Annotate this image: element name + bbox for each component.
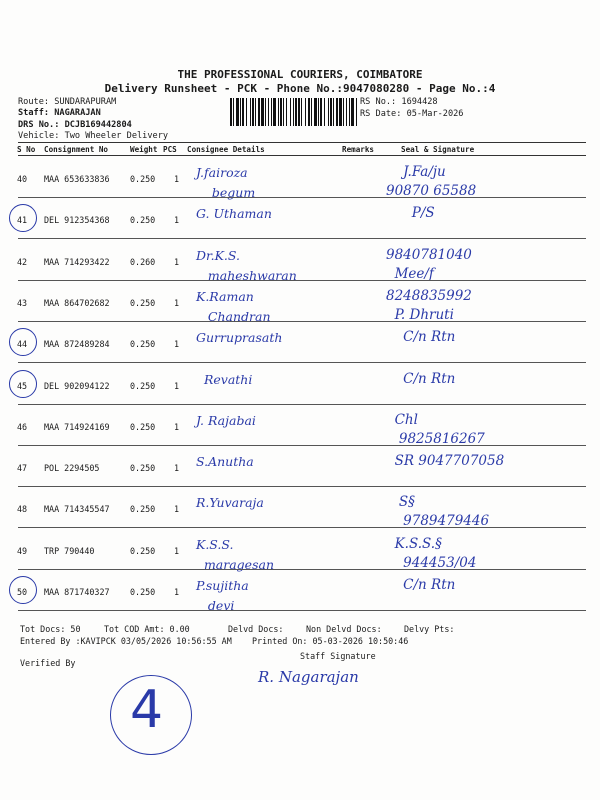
table-row [0,570,600,611]
rs-number: RS No.: 1694428 [360,97,438,107]
row-pcs: 1 [174,504,180,515]
col-pcs: PCS [163,145,177,154]
row-signature-handwritten: J.Fa/ju 90870 65588 [386,164,477,199]
table-row [0,281,600,322]
row-consignment-no: MAA 864702682 [44,297,110,308]
row-weight: 0.250 [130,421,156,432]
barcode-bar [278,98,279,126]
barcode-bar [314,98,317,126]
row-pcs: 1 [174,587,180,597]
barcode-bar [240,98,241,126]
row-consignee-handwritten: K.Raman Chandran [196,288,271,324]
col-weight: Weight [130,145,158,154]
row-consignee-handwritten: G. Uthaman [196,206,272,222]
barcode-bar [343,98,344,126]
row-consignment-no: DEL 902094122 [44,380,110,391]
table-row [0,198,600,239]
row-weight: 0.250 [130,339,156,350]
row-rule [18,610,586,611]
barcode-bar [252,98,254,126]
row-pcs: 1 [174,380,180,391]
table-row [0,529,600,570]
row-sno: 44 [17,339,28,350]
total-docs: Tot Docs: 50 [20,624,81,634]
col-consignee: Consignee Details [187,145,265,154]
col-seal-signature: Seal & Signature [401,145,475,154]
barcode-bar [258,98,260,126]
barcode-bar [290,98,291,126]
row-pcs: 1 [174,421,180,432]
barcode-bar [293,98,294,126]
table-row [0,157,600,198]
row-sno: 47 [17,463,28,474]
row-weight: 0.260 [130,256,156,267]
row-weight: 0.250 [130,587,156,597]
row-pcs: 1 [174,339,180,350]
row-signature-handwritten: K.S.S.§ 944453/04 [394,535,477,571]
row-signature-handwritten: S§ 9789479446 [398,494,490,530]
staff-handwritten-signature: R. Nagarajan [258,668,359,686]
barcode-bar [230,98,232,126]
header-bottom-rule [18,155,586,156]
barcode-bar [255,98,256,126]
row-consignee-handwritten: S.Anutha [196,454,254,470]
table-row [0,405,600,446]
barcode-bar [318,98,319,126]
total-cod: Tot COD Amt: 0.00 [104,624,190,634]
non-delivered-docs: Non Delvd Docs: [306,624,382,634]
row-consignment-no: MAA 871740327 [44,587,110,597]
table-row [0,364,600,405]
row-consignee-handwritten: Dr.K.S. maheshwaran [196,247,297,283]
row-consignee-handwritten: J. Rajabai [196,412,256,428]
table-row [0,487,600,528]
barcode-graphic [230,98,358,126]
barcode-bar [333,98,334,126]
delivery-points: Delvy Pts: [404,624,455,634]
barcode-bar [273,98,276,126]
row-consignment-no: TRP 790440 [44,545,95,556]
barcode-bar [330,98,332,126]
barcode-bar [346,98,347,126]
page-number-handwritten: 4 [130,680,164,740]
col-remarks: Remarks [342,145,375,154]
row-signature-handwritten: C/n Rtn [386,329,456,346]
row-pcs: 1 [174,256,180,267]
barcode-bar [308,98,310,126]
barcode-bar [246,98,247,126]
row-sno: 42 [17,256,28,267]
delivered-docs: Delvd Docs: [228,624,284,634]
row-sno: 49 [17,545,28,556]
barcode-bar [283,98,284,126]
row-consignee-handwritten: P.sujitha devi [196,578,249,613]
barcode-bar [324,98,325,126]
barcode-bar [261,98,264,126]
row-weight: 0.250 [130,463,156,474]
rs-date: RS Date: 05-Mar-2026 [360,109,464,119]
row-consignee-handwritten: Gurruprasath [196,330,283,346]
barcode-bar [265,98,266,126]
company-title: THE PROFESSIONAL COURIERS, COIMBATORE [177,68,423,81]
vehicle-label: Vehicle: Two Wheeler Delivery [18,131,169,141]
barcode-bar [250,98,251,126]
row-signature-handwritten: C/n Rtn [386,577,456,593]
row-consignment-no: MAA 714345547 [44,504,110,515]
barcode-bar [295,98,297,126]
row-pcs: 1 [174,545,180,556]
verified-by-label: Verified By [20,658,76,668]
row-pcs: 1 [174,463,180,474]
col-consignment: Consignment No [44,145,109,154]
barcode-bar [280,98,282,126]
barcode-bar [339,98,342,126]
route-label: Route: SUNDARAPURAM [18,97,117,107]
printed-on: Printed On: 05-03-2026 10:50:46 [252,636,409,646]
row-consignee-handwritten: J.fairoza begum [196,165,256,200]
staff-signature-label: Staff Signature [300,651,376,661]
row-consignment-no: MAA 714293422 [44,256,110,267]
barcode-bar [336,98,338,126]
table-row [0,322,600,363]
table-row [0,240,600,281]
row-consignment-no: DEL 912354368 [44,215,110,226]
row-pcs: 1 [174,215,180,226]
barcode-bar [242,98,244,126]
row-weight: 0.250 [130,504,156,515]
row-consignee-handwritten: K.S.S. maragesan [196,536,274,572]
barcode-bar [286,98,287,126]
row-sno: 43 [17,297,28,308]
row-sno: 41 [17,215,28,226]
barcode-bar [233,98,234,126]
row-consignee-handwritten: R.Yuvaraja [196,495,264,511]
runsheet-subtitle: Delivery Runsheet - PCK - Phone No.:9047080280 - Page No.:4 [104,82,496,95]
row-signature-handwritten: C/n Rtn [386,370,456,387]
row-consignment-no: MAA 714924169 [44,421,110,432]
row-consignment-no: MAA 872489284 [44,339,110,350]
barcode-bar [351,98,354,126]
row-sno: 48 [17,504,28,515]
row-weight: 0.250 [130,380,156,391]
barcode-bar [320,98,322,126]
row-weight: 0.250 [130,215,156,226]
row-signature-handwritten: SR 9047707058 [386,453,505,470]
barcode-bar [271,98,272,126]
table-row [0,446,600,487]
col-sno: S No [17,145,36,154]
barcode-bar [305,98,306,126]
entered-by: Entered By :KAVIPCK 03/05/2026 10:56:55 AM [20,636,232,646]
row-signature-handwritten: 9840781040 Mee/f [386,246,472,282]
row-signature-handwritten: P/S [386,205,435,222]
row-sno: 50 [17,587,28,597]
row-signature-handwritten: Chl 9825816267 [394,411,485,447]
row-consignment-no: MAA 653633836 [44,174,110,184]
barcode-bar [268,98,269,126]
row-weight: 0.250 [130,545,156,556]
row-sno: 40 [17,174,28,184]
row-signature-handwritten: 8248835992 P. Dhruti [386,287,472,323]
drs-label: DRS No.: DCJB169442804 [18,120,132,130]
barcode-bar [356,98,357,126]
row-weight: 0.250 [130,297,156,308]
staff-label: Staff: NAGARAJAN [18,108,101,118]
row-sno: 45 [17,380,28,391]
row-consignee-handwritten: Revathi [196,371,253,387]
row-pcs: 1 [174,297,180,308]
barcode-bar [301,98,302,126]
row-pcs: 1 [174,174,180,184]
barcode-bar [298,98,300,126]
row-sno: 46 [17,421,28,432]
barcode-bar [236,98,239,126]
row-consignment-no: POL 2294505 [44,463,100,474]
barcode-bar [311,98,312,126]
row-weight: 0.250 [130,174,156,184]
barcode-bar [349,98,350,126]
header-top-rule [18,142,586,143]
barcode-bar [328,98,329,126]
